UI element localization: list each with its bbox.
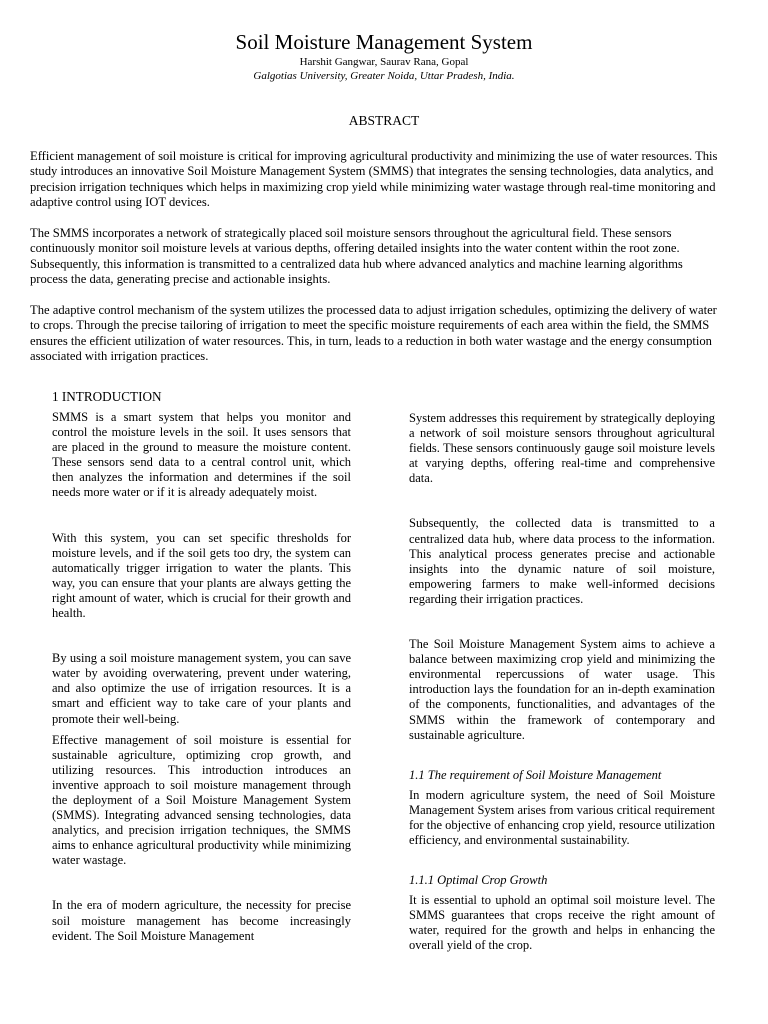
- subsection-paragraph-requirement: In modern agriculture system, the need of Soil Moisture Management System arises from various critical requirement for the objective of enhancing crop yield, resource utilization efficiency, and environmental sustainability.: [409, 787, 715, 847]
- left-column: [52, 389, 351, 944]
- subsubsection-paragraph-optimal-crop-growth: It is essential to uphold an optimal soil moisture level. The SMMS guarantees that crops receive the right amount of water, required for the growth and helps in enhancing the overall yield of the crop.: [409, 893, 715, 953]
- paper-authors: Harshit Gangwar, Saurav Rana, Gopal: [299, 56, 469, 68]
- subsection-heading-requirement: 1.1 The requirement of Soil Moisture Management: [409, 767, 662, 782]
- intro-paragraph-5: In the era of modern agriculture, the necessity for precise soil moisture management has become increasingly evident. The Soil Moisture Management: [52, 898, 351, 943]
- abstract-paragraph-1: Efficient management of soil moisture is critical for improving agricultural productivity and minimizing the use of water resources. This study introduces an innovative Soil Moisture Management System (SMMS) that integrates the sensing technologies, data analytics, and precision irrigation techniques which helps in maximizing crop yield while minimizing water wastage through real-time monitoring and adaptive control using IOT devices.: [30, 149, 718, 210]
- intro-paragraph-6: System addresses this requirement by strategically deploying a network of soil moisture sensors throughout agricultural fields. These sensors continuously gauge soil moisture levels at varying depths, offering real-time and comprehensive data.: [409, 411, 715, 486]
- intro-paragraph-4: Effective management of soil moisture is essential for sustainable agriculture, optimizing crop growth, and utilizing resources. This introduction introduces an inventive approach to soil moisture management through the deployment of a Soil Moisture Management System (SMMS). Integrating advanced sensing technologies, data analytics, and precision irrigation techniques, the SMMS aims to enhance agricultural productivity while minimizing water wastage.: [52, 732, 351, 868]
- paper-affiliation: Galgotias University, Greater Noida, Uttar Pradesh, India.: [253, 70, 515, 82]
- abstract-paragraph-2: The SMMS incorporates a network of strategically placed soil moisture sensors throughout the agricultural field. These sensors continuously monitor soil moisture levels at various depths, offering detailed insights into the water content within the root zone. Subsequently, this information is transmitted to a centralized data hub where advanced analytics and machine learning algorithms process the data, generating precise and actionable insights.: [30, 226, 683, 287]
- intro-paragraph-3: By using a soil moisture management system, you can save water by avoiding overwatering, prevent under watering, and also optimize the use of irrigation resources. It is a smart and efficient way to take care of your plants and promote their well-being.: [52, 651, 351, 726]
- section-heading-introduction: 1 INTRODUCTION: [52, 389, 162, 404]
- intro-paragraph-2: With this system, you can set specific thresholds for moisture levels, and if the soil gets too dry, the system can automatically trigger irrigation to water the plants. This way, you can ensure that your plants are always getting the right amount of water, which is crucial for their growth and health.: [52, 530, 351, 621]
- paper-title: Soil Moisture Management System: [235, 30, 533, 54]
- intro-paragraph-1: SMMS is a smart system that helps you monitor and control the moisture levels in the soil. It uses sensors that are placed in the ground to measure the moisture content. These sensors send data to a central control unit, which then analyzes the information and determines if the soil needs more water or if it is already adequately moist.: [52, 410, 351, 500]
- intro-paragraph-8: The Soil Moisture Management System aims to achieve a balance between maximizing crop yield and minimizing the environmental repercussions of water usage. This introduction lays the foundation for an in-depth examination of the components, functionalities, and advantages of the SMMS within the framework of contemporary and sustainable agriculture.: [409, 637, 715, 742]
- subsubsection-heading-optimal-crop-growth: 1.1.1 Optimal Crop Growth: [409, 873, 548, 888]
- abstract-paragraph-3: The adaptive control mechanism of the system utilizes the processed data to adjust irrigation schedules, optimizing the delivery of water to crops. Through the precise tailoring of irrigation to meet the specific moisture requirements of each area within the field, the SMMS ensures the efficient utilization of water resources. This, in turn, leads to a reduction in both water wastage and the energy consumption associated with irrigation practices.: [30, 303, 717, 364]
- intro-paragraph-7: Subsequently, the collected data is transmitted to a centralized data hub, where data process to the information. This analytical process generates precise and actionable insights into the dynamic nature of soil moisture, empowering farmers to make well-informed decisions regarding their irrigation practices.: [409, 516, 715, 606]
- abstract-heading: ABSTRACT: [348, 113, 420, 128]
- right-column: [409, 411, 715, 953]
